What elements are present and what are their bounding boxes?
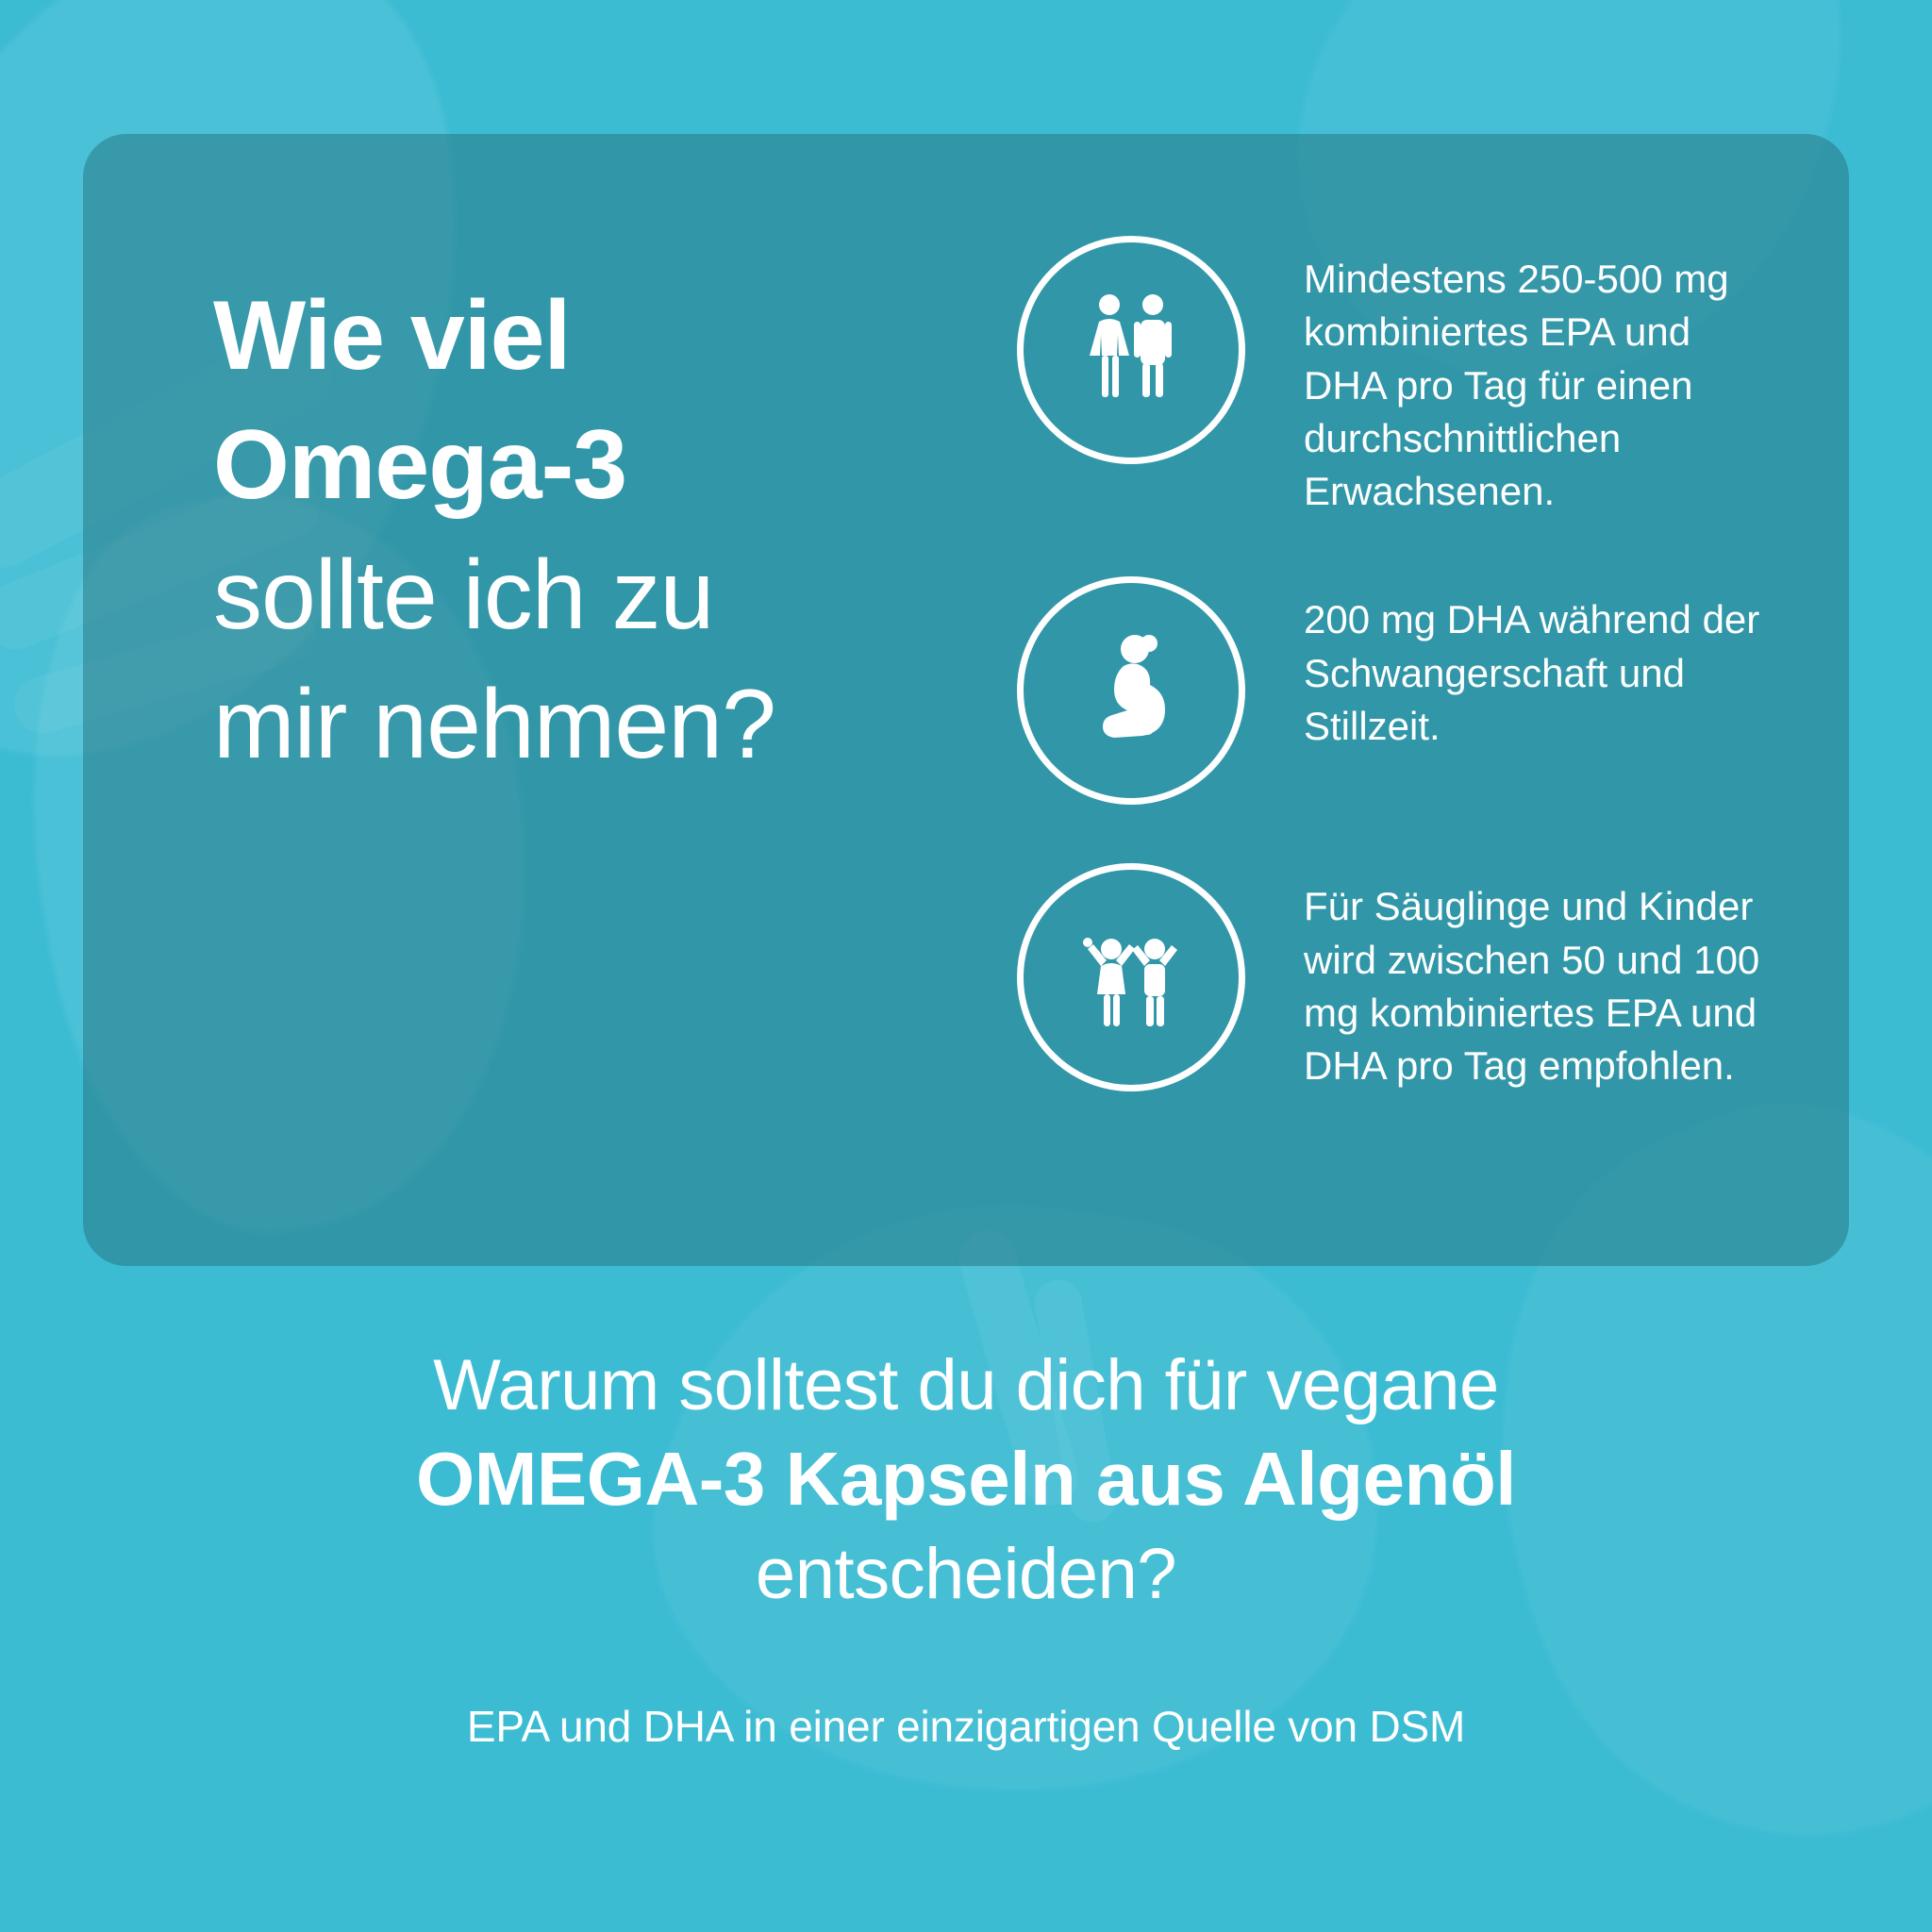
list-item xyxy=(1017,236,1792,518)
bottom-line-3: entscheiden? xyxy=(755,1533,1177,1614)
headline-line-2: Omega-3 xyxy=(213,410,627,521)
info-card xyxy=(83,134,1849,1266)
bottom-line-1: Warum solltest du dich für vegane xyxy=(433,1345,1499,1425)
headline-line-4: mir nehmen? xyxy=(213,669,775,779)
pregnant-woman-icon xyxy=(1017,576,1245,805)
headline-line-1: Wie viel xyxy=(213,281,571,391)
list-item-text: Mindestens 250-500 mg kombiniertes EPA und DHA pro Tag für einen durchschnittlichen Erwachsenen. xyxy=(1304,257,1729,514)
bottom-message xyxy=(0,1340,1932,1752)
bullet-list xyxy=(1017,187,1792,1213)
tagline: EPA und DHA in einer einzigartigen Quelle von DSM xyxy=(466,1701,1466,1751)
list-item-text: Für Säuglinge und Kinder wird zwischen 50 und 100 mg kombiniertes EPA und DHA pro Tag empfohlen. xyxy=(1304,884,1760,1089)
bottom-line-2: OMEGA-3 Kapseln aus Algenöl xyxy=(416,1437,1516,1522)
children-icon xyxy=(1017,863,1245,1091)
headline-line-3: sollte ich zu xyxy=(213,540,714,650)
list-item xyxy=(1017,863,1792,1092)
adult-couple-icon xyxy=(1017,236,1245,464)
list-item xyxy=(1017,576,1792,805)
headline-block xyxy=(140,187,1017,1213)
list-item-text: 200 mg DHA während der Schwangerschaft und Stillzeit. xyxy=(1304,597,1760,748)
